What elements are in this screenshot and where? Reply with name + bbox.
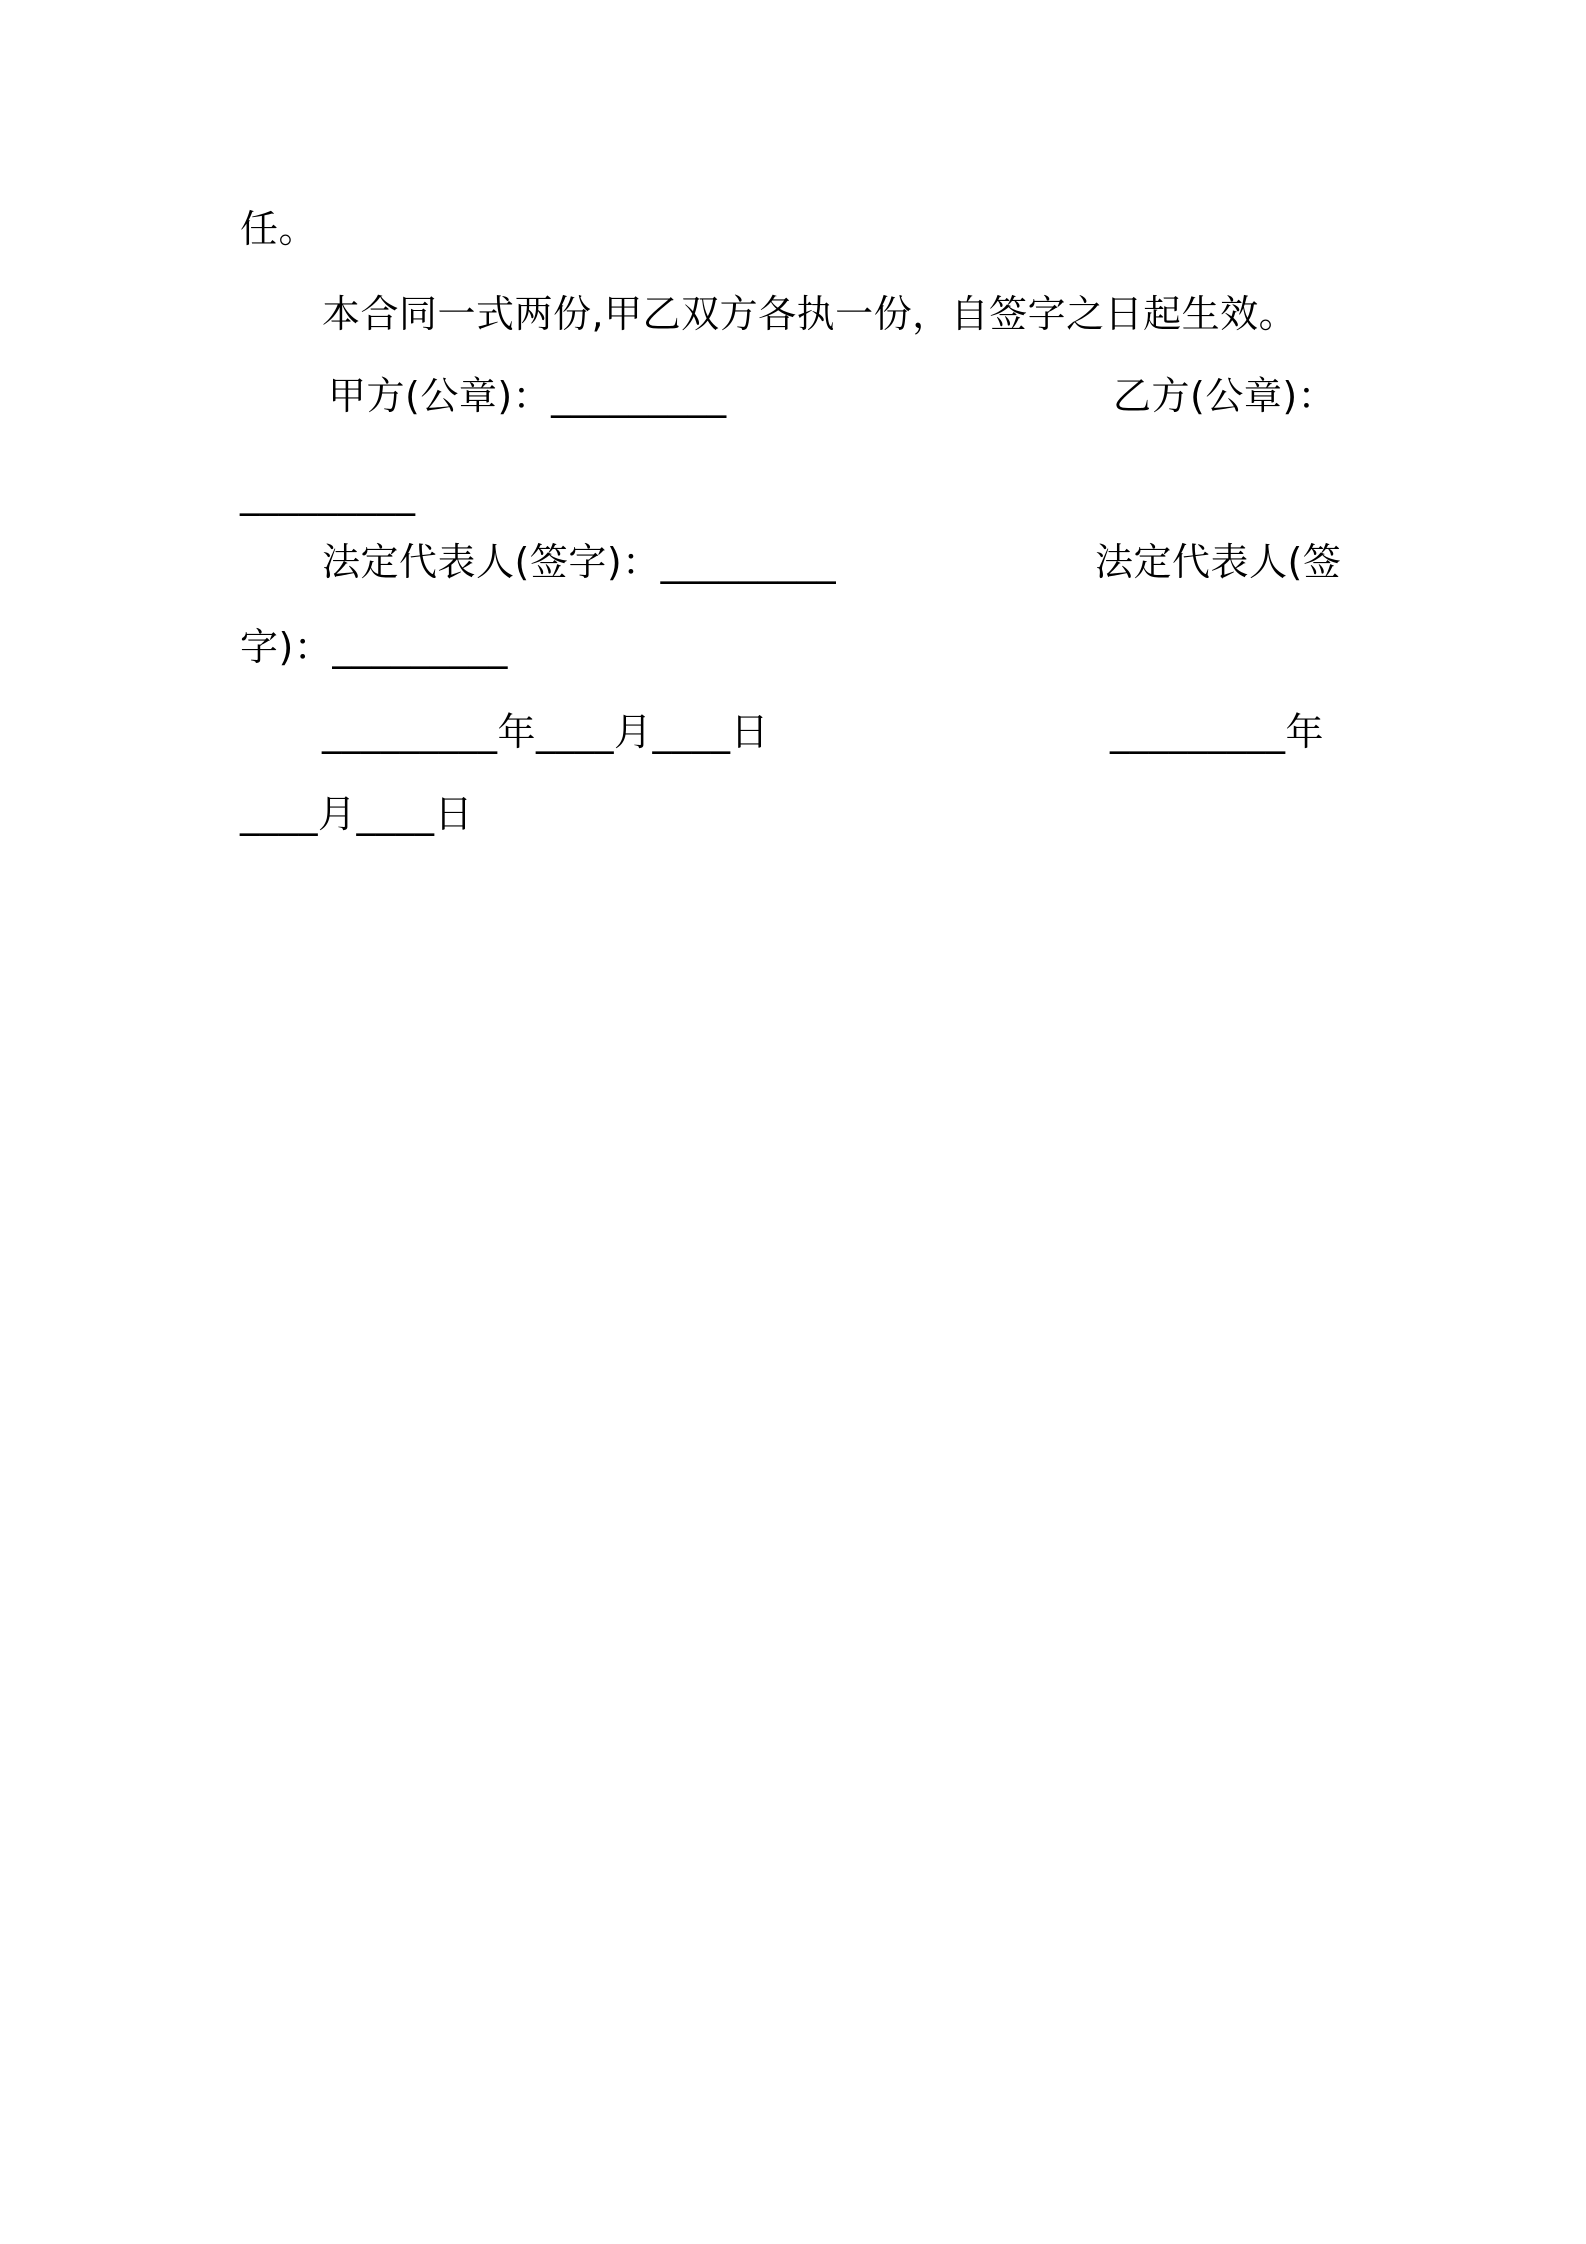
text-line-ending: 任。: [240, 207, 318, 251]
party-b-date-month-day-field: ____月____日: [240, 792, 474, 836]
party-a-seal-field: 甲方(公章)：_________: [328, 374, 727, 418]
party-a-representative-field: 法定代表人(签字)：_________: [322, 540, 837, 584]
contract-copies-clause: 本合同一式两份,甲乙双方各执一份，自签字之日起生效。: [322, 292, 1298, 336]
party-b-representative-field: 法定代表人(签: [1095, 540, 1342, 584]
party-b-date-year-field: _________年: [1110, 710, 1325, 754]
party-b-seal-blank: _________: [240, 472, 416, 516]
party-b-seal-field: 乙方(公章)：: [1113, 374, 1337, 418]
party-a-date-field: _________年____月____日: [322, 710, 770, 754]
party-b-representative-continued: 字)：_________: [240, 625, 508, 669]
